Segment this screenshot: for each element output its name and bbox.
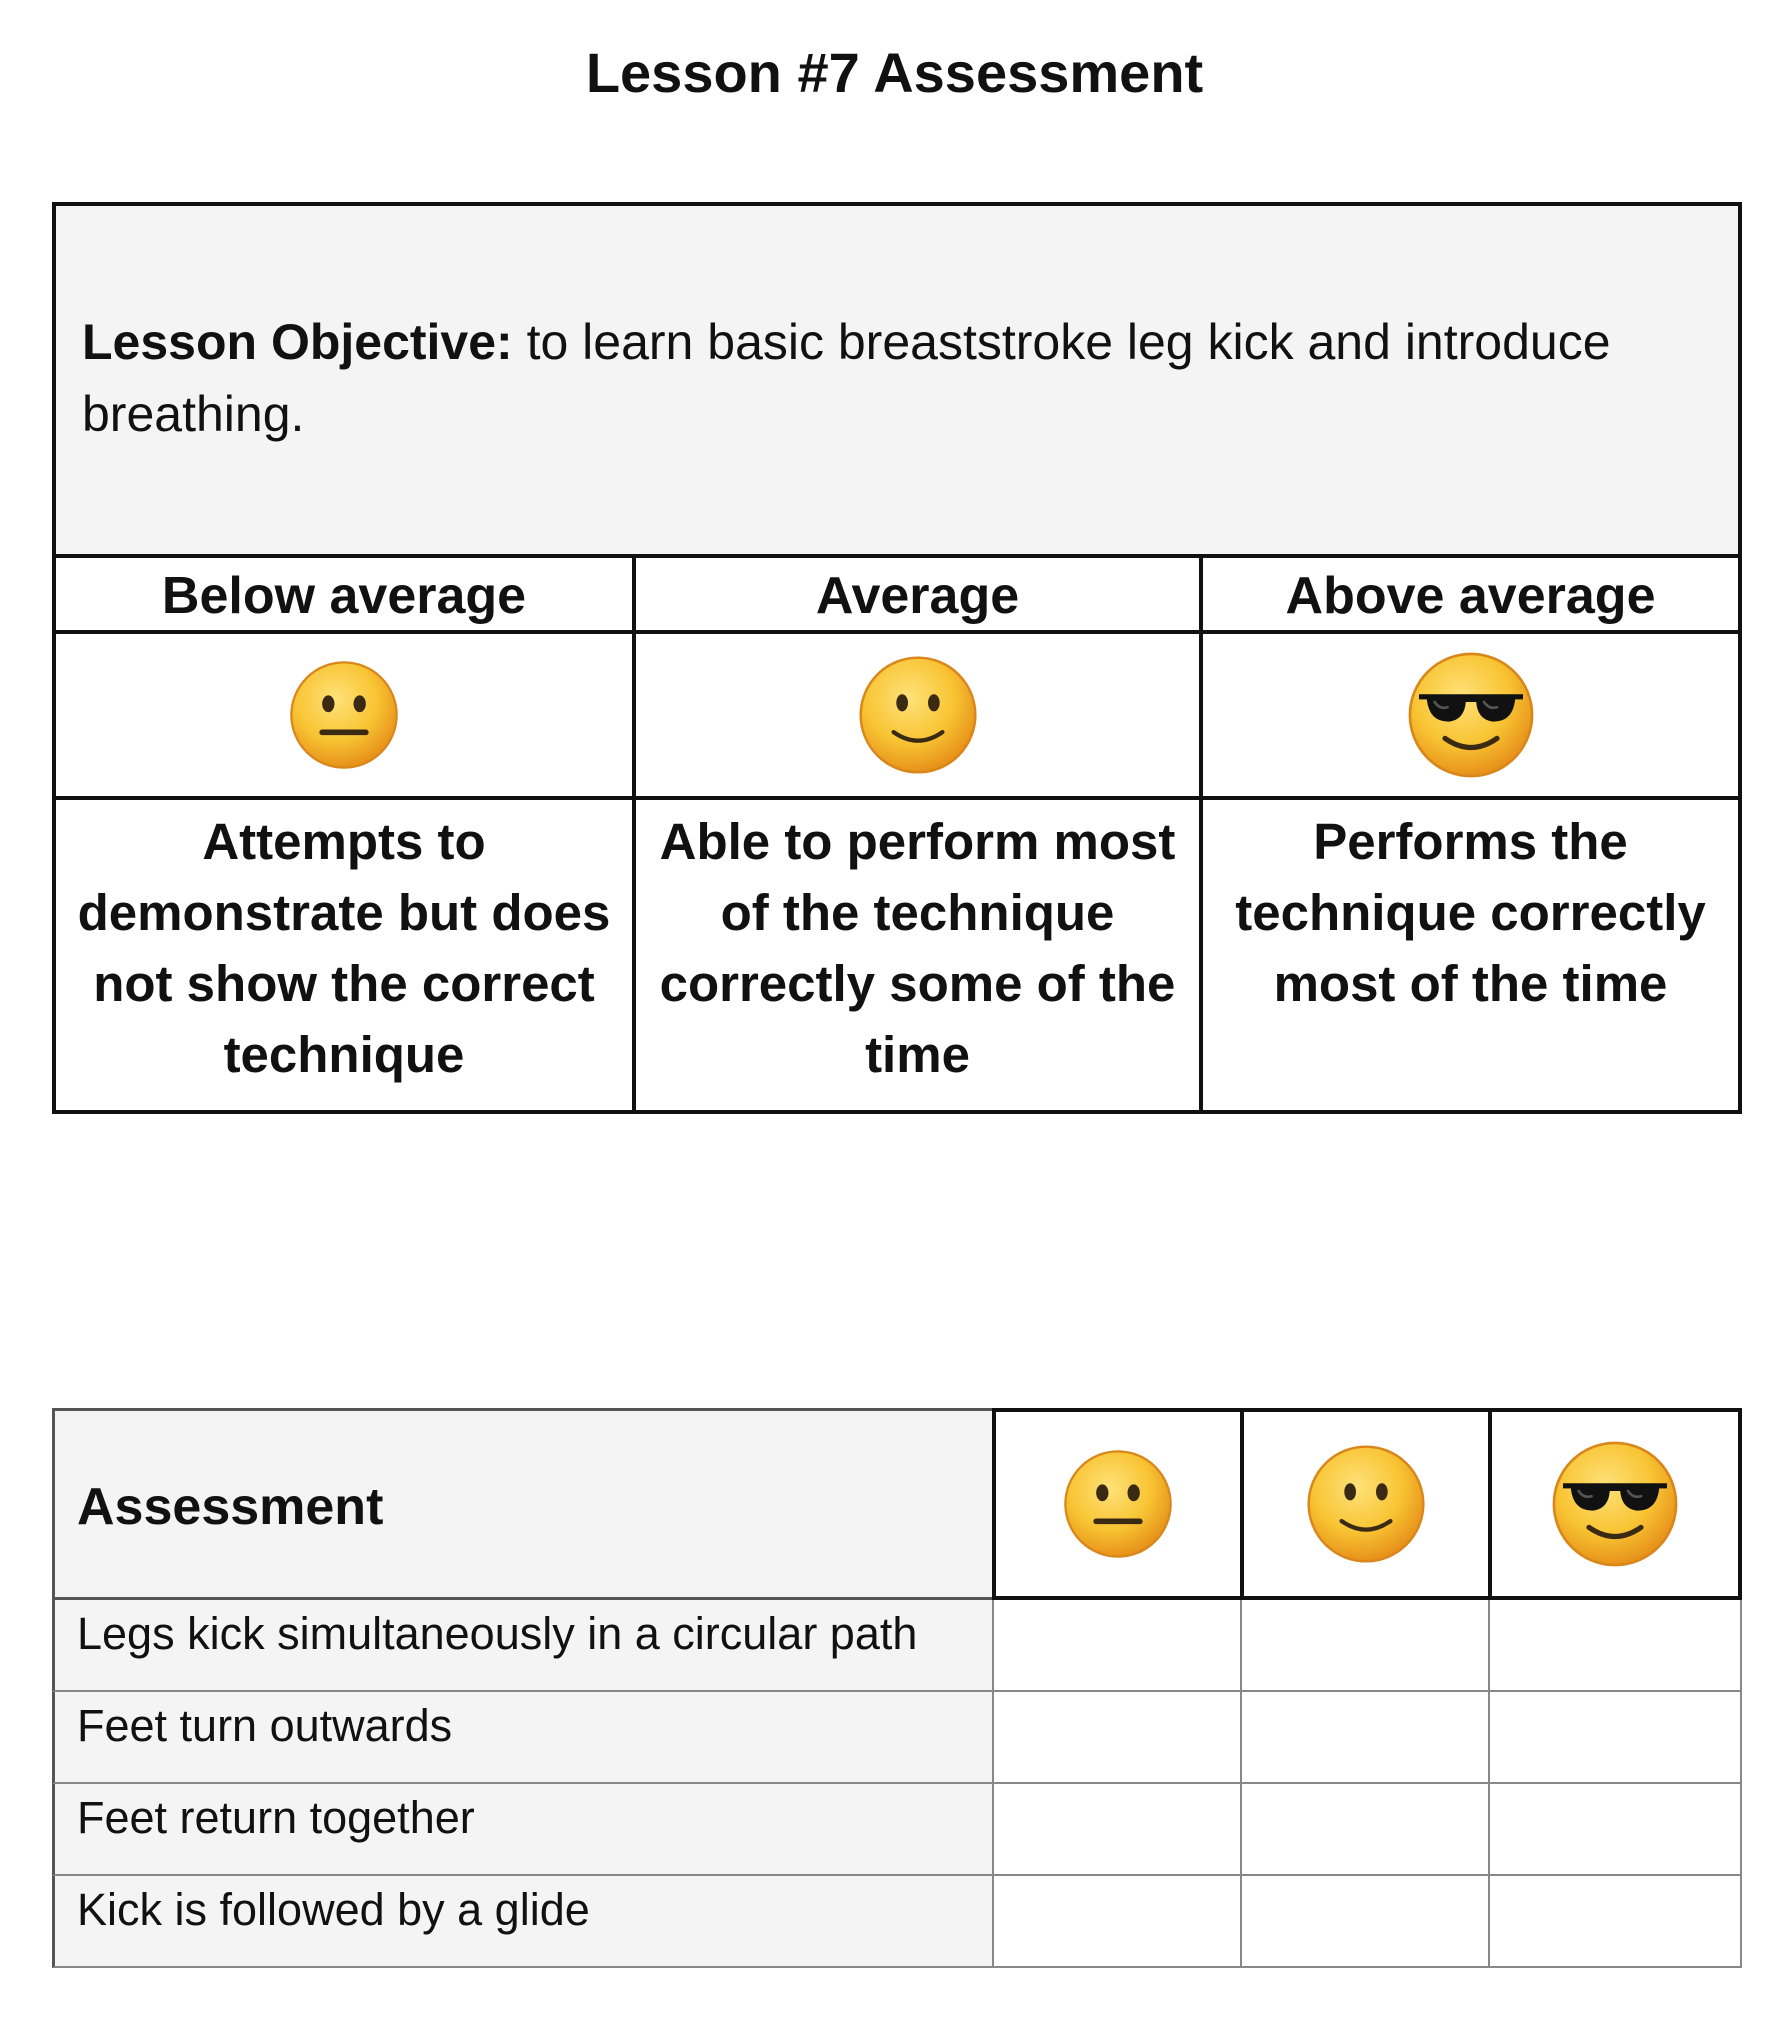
neutral-face-icon xyxy=(1062,1448,1174,1560)
rubric-face-cell xyxy=(636,634,1199,800)
assessment-table xyxy=(52,1408,1742,1968)
slightly-smiling-face-icon xyxy=(857,654,979,776)
rating-box-average[interactable] xyxy=(1240,1692,1488,1784)
rubric-column-below-average xyxy=(56,558,636,1110)
rubric-face-cell xyxy=(56,634,632,800)
assessment-rows xyxy=(52,1600,1742,1968)
rubric-description-above-average: Performs the technique correctly most of the time xyxy=(1235,813,1706,1012)
rating-box-average[interactable] xyxy=(1240,1600,1488,1692)
table-row xyxy=(52,1600,1742,1692)
table-row xyxy=(52,1876,1742,1968)
rubric-description-average: Able to perform most of the technique correctly some of the time xyxy=(659,813,1176,1083)
rating-box-below-average[interactable] xyxy=(992,1784,1240,1876)
criterion-label: Kick is followed by a glide xyxy=(52,1876,992,1968)
assessment-heading: Assessment xyxy=(52,1408,992,1600)
rating-box-above-average[interactable] xyxy=(1488,1784,1742,1876)
rating-box-average[interactable] xyxy=(1240,1784,1488,1876)
rubric-heading-average: Average xyxy=(636,558,1199,634)
rating-box-above-average[interactable] xyxy=(1488,1876,1742,1968)
slightly-smiling-face-icon xyxy=(1305,1443,1427,1565)
assessment-face-header-cell xyxy=(1492,1412,1738,1596)
assessment-face-header-cell xyxy=(996,1412,1244,1596)
rating-box-below-average[interactable] xyxy=(992,1876,1240,1968)
objective-text: to learn basic breaststroke leg kick and introduce breathing. xyxy=(82,314,1611,442)
rating-box-below-average[interactable] xyxy=(992,1692,1240,1784)
table-row xyxy=(52,1692,1742,1784)
assessment-face-header xyxy=(992,1408,1742,1600)
rubric-heading-above-average: Above average xyxy=(1203,558,1738,634)
rubric-heading-below-average: Below average xyxy=(56,558,632,634)
rating-box-average[interactable] xyxy=(1240,1876,1488,1968)
rubric-column-above-average xyxy=(1203,558,1738,1110)
sunglasses-face-icon xyxy=(1406,650,1536,780)
assessment-face-header-cell xyxy=(1244,1412,1492,1596)
lesson-objective xyxy=(56,206,1738,558)
sunglasses-face-icon xyxy=(1550,1439,1680,1569)
criterion-label: Legs kick simultaneously in a circular path xyxy=(52,1600,992,1692)
rating-box-below-average[interactable] xyxy=(992,1600,1240,1692)
table-row xyxy=(52,1784,1742,1876)
rubric-face-cell xyxy=(1203,634,1738,800)
rating-box-above-average[interactable] xyxy=(1488,1600,1742,1692)
page-title: Lesson #7 Assessment xyxy=(585,41,1204,104)
criterion-label: Feet return together xyxy=(52,1784,992,1876)
rubric-table xyxy=(52,202,1742,1114)
rubric-description-below-average: Attempts to demonstrate but does not show the correct technique xyxy=(77,813,611,1083)
rating-box-above-average[interactable] xyxy=(1488,1692,1742,1784)
rubric-column-average xyxy=(636,558,1203,1110)
neutral-face-icon xyxy=(288,659,400,771)
objective-label: Lesson Objective: xyxy=(82,314,513,370)
criterion-label: Feet turn outwards xyxy=(52,1692,992,1784)
